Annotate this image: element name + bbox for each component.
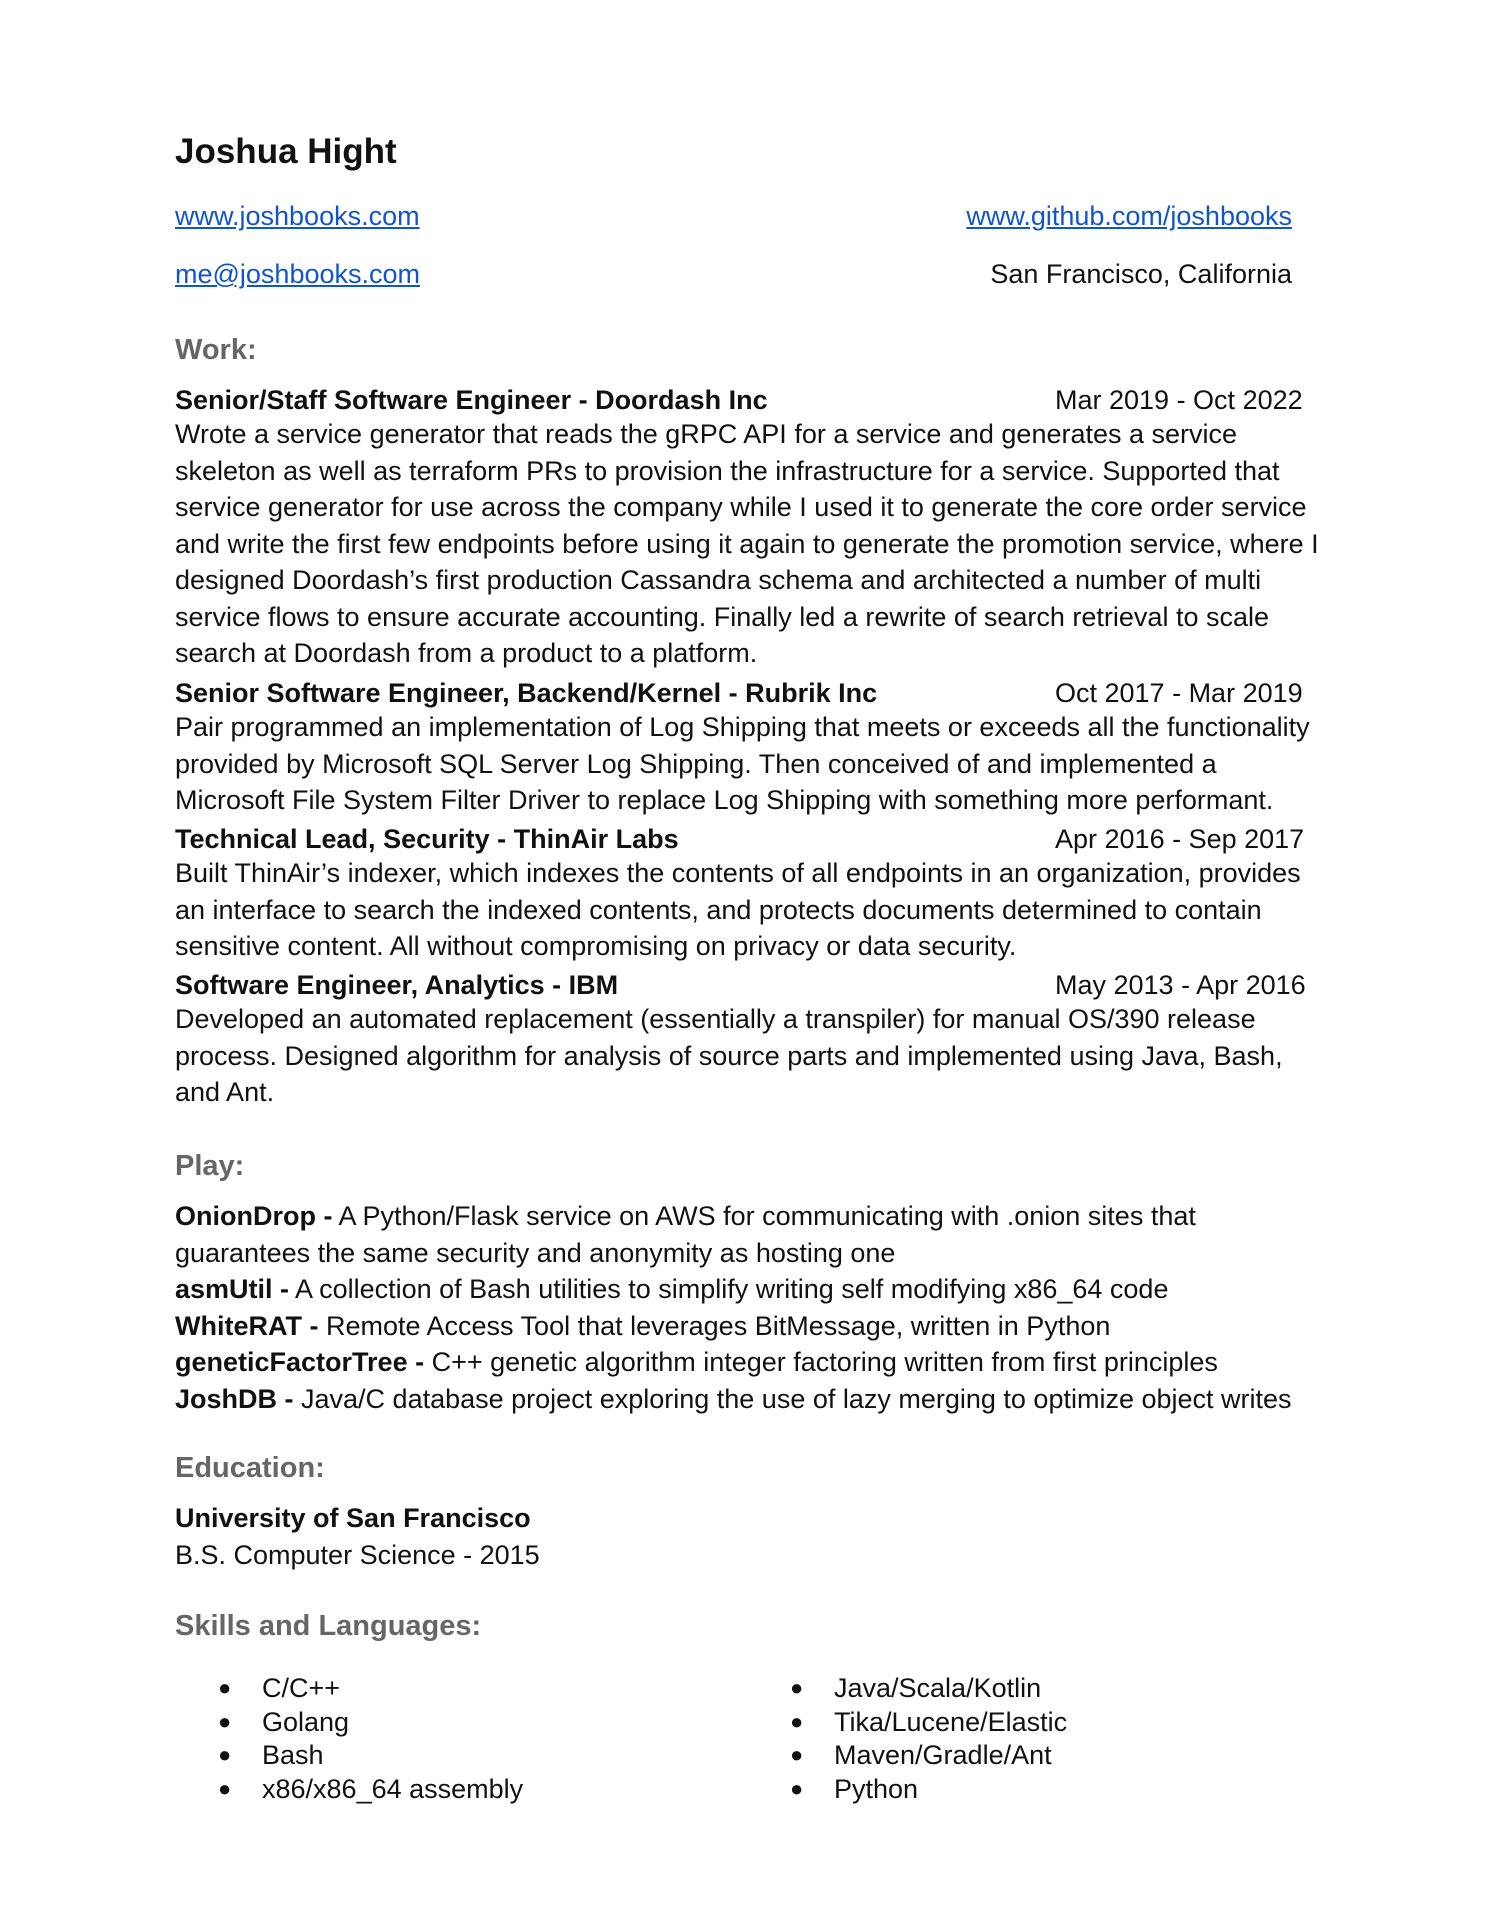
job-description-line: an interface to search the indexed contents, and protects documents determined to contain (175, 894, 1262, 925)
play-item-desc: Remote Access Tool that leverages BitMessage, written in Python (318, 1311, 1111, 1341)
job-description-line: and Ant. (175, 1077, 275, 1107)
job-title: Senior/Staff Software Engineer - Doordash Inc (175, 385, 768, 415)
play-item-desc: A Python/Flask service on AWS for communicating with .onion sites that (332, 1201, 1196, 1231)
play-item (175, 1238, 895, 1269)
skills-heading: Skills and Languages: (175, 1610, 482, 1642)
play-item-name: JoshDB - (175, 1384, 294, 1414)
job-title: Software Engineer, Analytics - IBM (175, 970, 619, 1000)
website-link[interactable]: www.joshbooks.com (175, 201, 420, 231)
email-link[interactable]: me@joshbooks.com (175, 259, 421, 289)
degree: B.S. Computer Science - 2015 (175, 1540, 540, 1570)
skill-item (218, 1740, 324, 1771)
job-description (175, 709, 1310, 819)
job-description (175, 1001, 1283, 1111)
job-description-line: process. Designed algorithm for analysis of source parts and implemented using Java, Bash, (175, 1040, 1283, 1071)
play-item (175, 1384, 1292, 1415)
job-title: Technical Lead, Security - ThinAir Labs (175, 824, 679, 854)
bullet-icon: ● (790, 1776, 804, 1801)
skill-item (218, 1673, 340, 1704)
github-link[interactable]: www.github.com/joshbooks (966, 201, 1292, 231)
play-item (175, 1347, 1218, 1378)
play-item-desc: guarantees the same security and anonymity as hosting one (175, 1238, 896, 1268)
job-dates: Mar 2019 - Oct 2022 (1055, 385, 1303, 415)
job-description-line: Pair programmed an implementation of Log Shipping that meets or exceeds all the functionality (175, 712, 1310, 742)
job-description-line: Built ThinAir’s indexer, which indexes the contents of all endpoints in an organization, provides (175, 858, 1301, 888)
play-item (175, 1201, 1196, 1232)
play-item-name: geneticFactorTree - (175, 1347, 425, 1377)
bullet-icon: ● (790, 1709, 804, 1734)
bullet-icon: ● (218, 1709, 232, 1734)
skill-item (218, 1774, 523, 1805)
job-title: Senior Software Engineer, Backend/Kernel - Rubrik Inc (175, 678, 878, 708)
play-item (175, 1311, 1110, 1342)
job-description-line: provided by Microsoft SQL Server Log Shipping. Then conceived of and implemented a (175, 748, 1217, 779)
job-description-line: service generator for use across the company while I used it to generate the core order service (175, 492, 1307, 522)
job-description-line: Microsoft File System Filter Driver to replace Log Shipping with something more performant. (175, 785, 1274, 815)
job-description-line: designed Doordash’s first production Cassandra schema and architected a number of multi (175, 565, 1262, 595)
person-name: Joshua Hight (175, 132, 397, 171)
skill-label: Golang (262, 1707, 350, 1737)
job-description (175, 416, 1319, 672)
job-dates: Oct 2017 - Mar 2019 (1055, 678, 1303, 708)
bullet-icon: ● (790, 1675, 804, 1700)
play-item-name: WhiteRAT - (175, 1311, 319, 1341)
play-item-name: asmUtil - (175, 1274, 290, 1304)
job-description-line: and write the first few endpoints before using it again to generate the promotion service, where I (175, 528, 1319, 559)
location: San Francisco, California (990, 259, 1292, 289)
school-name: University of San Francisco (175, 1503, 531, 1533)
bullet-icon: ● (218, 1675, 232, 1700)
play-heading: Play: (175, 1150, 245, 1182)
skill-item (790, 1740, 1052, 1771)
job-description-line: service flows to ensure accurate accounting. Finally led a rewrite of search retrieval to scale (175, 601, 1270, 632)
job-description-line: skeleton as well as terraform PRs to provision the infrastructure for a service. Supported that (175, 455, 1280, 486)
job-description (175, 855, 1301, 965)
skill-label: Python (834, 1774, 919, 1804)
play-item-desc: C++ genetic algorithm integer factoring written from first principles (424, 1347, 1218, 1377)
job-dates: May 2013 - Apr 2016 (1055, 970, 1306, 1000)
skill-label: Maven/Gradle/Ant (834, 1740, 1052, 1770)
bullet-icon: ● (218, 1776, 232, 1801)
skill-label: Bash (262, 1740, 324, 1770)
skill-label: C/C++ (262, 1673, 341, 1703)
job-dates: Apr 2016 - Sep 2017 (1055, 824, 1305, 854)
play-item (175, 1274, 1168, 1305)
skill-item (218, 1707, 349, 1738)
education-heading: Education: (175, 1452, 325, 1484)
job-description-line: sensitive content. All without compromising on privacy or data security. (175, 931, 1017, 961)
skill-label: x86/x86_64 assembly (262, 1774, 524, 1804)
play-item-desc: Java/C database project exploring the use of lazy merging to optimize object writes (293, 1384, 1292, 1414)
skill-label: Java/Scala/Kotlin (834, 1673, 1042, 1703)
play-item-name: OnionDrop - (175, 1201, 333, 1231)
bullet-icon: ● (790, 1742, 804, 1767)
job-description-line: Developed an automated replacement (essentially a transpiler) for manual OS/390 release (175, 1004, 1256, 1034)
bullet-icon: ● (218, 1742, 232, 1767)
skill-label: Tika/Lucene/Elastic (834, 1707, 1068, 1737)
play-item-desc: A collection of Bash utilities to simplify writing self modifying x86_64 code (289, 1274, 1169, 1304)
skill-item (790, 1774, 918, 1805)
work-heading: Work: (175, 334, 257, 366)
skill-item (790, 1673, 1041, 1704)
skill-item (790, 1707, 1067, 1738)
job-description-line: Wrote a service generator that reads the gRPC API for a service and generates a service (175, 419, 1238, 449)
job-description-line: search at Doordash from a product to a platform. (175, 638, 758, 668)
